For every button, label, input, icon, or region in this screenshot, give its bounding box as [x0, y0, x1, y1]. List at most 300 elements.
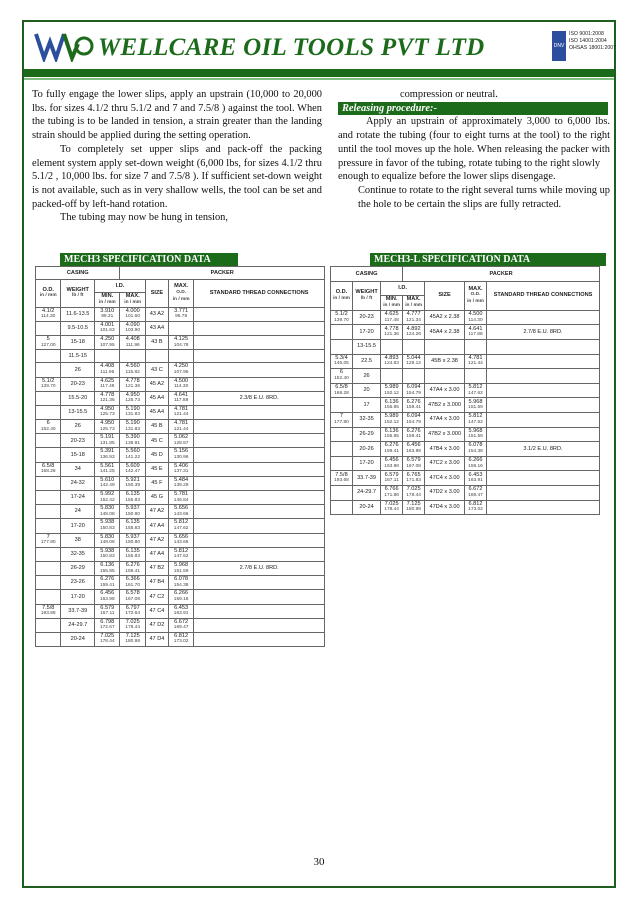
page-number: 30	[313, 856, 325, 868]
max-id-cell: 5.937 150.80	[120, 505, 145, 519]
od-cell: 7.5/8 193.68	[331, 471, 353, 486]
packer-od-cell	[465, 369, 487, 384]
cert-badge: DNV	[552, 31, 566, 61]
packer-od-cell: 5.968 151.59	[168, 561, 193, 575]
table-row	[36, 321, 325, 335]
min-id-cell: 5.938 150.83	[95, 547, 120, 561]
thread-cell	[194, 590, 325, 604]
table-row	[331, 339, 600, 354]
thread-cell	[194, 533, 325, 547]
max-id-cell: 4.560 115.82	[120, 363, 145, 377]
table-row	[331, 500, 600, 515]
weight-header: WEIGHT lb / ft	[61, 280, 95, 307]
max-id-cell	[403, 339, 425, 354]
max-id-cell	[120, 350, 145, 363]
weight-cell: 17-20	[61, 519, 95, 533]
od-cell: 6.5/8 168.28	[36, 462, 61, 476]
size-cell: 47 D4	[145, 632, 168, 646]
max-id-cell: 5.190 131.83	[120, 420, 145, 434]
max-id-cell: 6.276 159.41	[120, 561, 145, 575]
weight-cell: 38	[61, 533, 95, 547]
table-row	[331, 383, 600, 398]
size-cell: 45 A4	[145, 405, 168, 419]
setting-para-3: The tubing may now be hung in tension,	[60, 212, 228, 224]
od-cell	[36, 618, 61, 632]
size-cell: 45 F	[145, 476, 168, 490]
min-id-cell: 6.456 163.98	[381, 456, 403, 471]
od-cell: 4.1/2 114.30	[36, 307, 61, 321]
size-cell: 47D4 x 3.00	[425, 500, 465, 515]
table-row	[331, 427, 600, 442]
od-cell	[36, 491, 61, 505]
table-row	[36, 519, 325, 533]
weight-cell: 20-24	[352, 500, 380, 515]
weight-cell: 26	[352, 369, 380, 384]
company-name: WELLCARE OIL TOOLS PVT LTD	[98, 34, 485, 61]
table-row	[36, 618, 325, 632]
thread-cell	[194, 434, 325, 448]
max-id-cell: 6.135 155.83	[120, 491, 145, 505]
thread-cell	[194, 350, 325, 363]
packer-od-cell: 5.406 137.31	[168, 462, 193, 476]
table-row	[36, 420, 325, 434]
size-cell: 47A4 x 3.00	[425, 412, 465, 427]
weight-header: WEIGHT lb / ft	[352, 281, 380, 310]
max-id-cell: 6.456 163.98	[403, 442, 425, 457]
table-row	[36, 547, 325, 561]
od-cell	[36, 391, 61, 405]
weight-cell: 15.5-20	[61, 391, 95, 405]
min-id-cell: 5.830 148.08	[95, 533, 120, 547]
thread-cell	[486, 456, 599, 471]
min-id-cell: 7.025 178.44	[95, 632, 120, 646]
max-id-cell: 6.094 154.79	[403, 412, 425, 427]
size-cell: 47B2 x 3.000	[425, 398, 465, 413]
min-id-cell: 6.136 155.85	[381, 427, 403, 442]
od-cell	[36, 505, 61, 519]
max-id-cell: 7.025 178.44	[120, 618, 145, 632]
size-cell: 47 A4	[145, 547, 168, 561]
packer-od-cell	[465, 339, 487, 354]
packer-od-cell: 5.656 143.66	[168, 533, 193, 547]
min-id-cell: 5.561 141.25	[95, 462, 120, 476]
packer-od-cell: 6.078 154.38	[168, 576, 193, 590]
min-id-cell: 6.136 155.85	[95, 561, 120, 575]
packer-od-cell: 4.781 121.44	[465, 354, 487, 369]
table-row	[36, 505, 325, 519]
packer-od-cell: 5.968 151.59	[465, 427, 487, 442]
thread-cell: 2.3/8 E.U. 8RD.	[194, 391, 325, 405]
mech3l-spec-table	[330, 266, 600, 515]
packer-od-cell: 5.812 147.62	[168, 519, 193, 533]
min-id-cell: 5.610 142.49	[95, 476, 120, 490]
table-row	[36, 335, 325, 349]
max-id-cell: 4.778 121.36	[120, 377, 145, 391]
packer-od-cell: 5.484 139.29	[168, 476, 193, 490]
weight-cell: 33.7-39	[61, 604, 95, 618]
packer-od-cell: 4.500 114.30	[465, 310, 487, 325]
thread-cell	[486, 471, 599, 486]
weight-cell: 20	[352, 383, 380, 398]
packer-od-cell: 5.781 146.84	[168, 491, 193, 505]
min-id-cell: 4.950 125.73	[95, 405, 120, 419]
weight-cell: 17-24	[61, 491, 95, 505]
packer-od-cell: 6.672 169.47	[168, 618, 193, 632]
table-row	[36, 462, 325, 476]
min-id-cell: 6.766 171.86	[381, 485, 403, 500]
table-row	[36, 576, 325, 590]
min-id-cell	[381, 369, 403, 384]
size-cell: 47A4 x 3.00	[425, 383, 465, 398]
table-row	[331, 398, 600, 413]
od-cell	[331, 427, 353, 442]
size-cell: 45B x 2.38	[425, 354, 465, 369]
packer-od-cell: 6.266 159.16	[168, 590, 193, 604]
packer-od-cell: 4.781 121.44	[168, 405, 193, 419]
od-cell	[331, 485, 353, 500]
weight-cell: 33.7-39	[352, 471, 380, 486]
table-row	[36, 491, 325, 505]
thread-cell	[486, 427, 599, 442]
min-id-cell: 6.276 159.41	[95, 576, 120, 590]
min-id-cell: 4.250 107.95	[95, 335, 120, 349]
od-cell: 7 177.80	[331, 412, 353, 427]
table-row	[331, 325, 600, 340]
header-rule-light	[24, 78, 614, 80]
packer-od-cell	[168, 350, 193, 363]
size-cell: 45 B	[145, 420, 168, 434]
weight-cell: 24	[61, 505, 95, 519]
size-cell: 47B4 x 3.00	[425, 442, 465, 457]
thread-cell	[194, 618, 325, 632]
thread-cell	[194, 307, 325, 321]
max-id-cell: 6.094 154.79	[403, 383, 425, 398]
thread-cell	[194, 476, 325, 490]
releasing-para-1: Apply an upstrain of approximately 3,000 to 6,000 lbs. and rotate the tubing (four to eight turns at the tool) to the right until the tool moves up the hole. When releasing the packer with pressure in favor of the tubing, rotate tubing to the right slowly	[338, 116, 610, 169]
size-cell: 47B2 x 3.000	[425, 427, 465, 442]
table-row	[36, 476, 325, 490]
table-row	[36, 448, 325, 462]
max-id-cell	[403, 369, 425, 384]
min-id-cell: 4.893 124.83	[381, 354, 403, 369]
packer-od-header: MAX. O.D. in / mm	[168, 280, 193, 307]
thread-cell	[486, 339, 599, 354]
table-row	[331, 369, 600, 384]
thread-header: STANDARD THREAD CONNECTIONS	[194, 280, 325, 307]
min-id-cell: 5.989 152.12	[381, 412, 403, 427]
min-id-cell: 3.910 99.31	[95, 307, 120, 321]
od-header: O.D. in / mm	[331, 281, 353, 310]
weight-cell: 23-26	[61, 576, 95, 590]
max-id-cell: 5.044 128.12	[403, 354, 425, 369]
min-id-cell	[381, 339, 403, 354]
od-cell	[331, 442, 353, 457]
table-row	[331, 310, 600, 325]
size-cell: 45 C	[145, 434, 168, 448]
weight-cell: 22.5	[352, 354, 380, 369]
packer-od-cell: 6.812 173.02	[168, 632, 193, 646]
od-cell: 5.3/4 146.05	[331, 354, 353, 369]
thread-cell	[194, 448, 325, 462]
min-id-cell: 5.989 152.12	[381, 383, 403, 398]
size-cell: 47D2 x 3.00	[425, 485, 465, 500]
od-cell	[36, 590, 61, 604]
size-cell: 47 D2	[145, 618, 168, 632]
packer-od-header: MAX. O.D. in / mm	[465, 281, 487, 310]
weight-cell: 11.5-15	[61, 350, 95, 363]
size-cell	[425, 339, 465, 354]
max-id-cell: 4.408 111.96	[120, 335, 145, 349]
od-cell	[36, 632, 61, 646]
size-cell: 47C2 x 3.00	[425, 456, 465, 471]
cert-ohsas: OHSAS 18001:2007	[569, 45, 617, 51]
weight-cell: 24-32	[61, 476, 95, 490]
casing-header: CASING	[36, 267, 120, 280]
min-id-cell: 4.778 121.36	[95, 391, 120, 405]
size-cell: 47 A2	[145, 505, 168, 519]
max-id-cell: 7.125 180.98	[120, 632, 145, 646]
left-text-column	[32, 88, 322, 225]
weight-cell: 24-29.7	[352, 485, 380, 500]
size-cell: 45A2 x 2.38	[425, 310, 465, 325]
packer-od-cell: 4.125 104.78	[168, 335, 193, 349]
thread-cell	[486, 398, 599, 413]
packer-od-cell: 4.500 114.30	[168, 377, 193, 391]
packer-od-cell: 6.078 154.38	[465, 442, 487, 457]
od-cell	[331, 325, 353, 340]
size-cell: 43 A2	[145, 307, 168, 321]
setting-para-1: To fully engage the lower slips, apply an upstrain (10,000 to 20,000 lbs. for sizes 4.1/2 thru 5.1/2 and 7 and 7.5/8 ) against the tool. When the tubing is to be landed in tension, a strain greater than the landing strain should be applied during the setting operation.	[32, 89, 322, 142]
weight-cell: 17	[352, 398, 380, 413]
weight-cell: 26	[61, 420, 95, 434]
table-row	[36, 533, 325, 547]
weight-cell: 13-15.5	[352, 339, 380, 354]
size-cell: 47C4 x 3.00	[425, 471, 465, 486]
od-cell: 5 127.00	[36, 335, 61, 349]
table-row	[36, 405, 325, 419]
table-row	[36, 307, 325, 321]
min-id-cell: 4.408 111.96	[95, 363, 120, 377]
max-id-cell: 5.390 136.91	[120, 434, 145, 448]
od-cell	[36, 576, 61, 590]
max-id-cell: 4.090 103.90	[120, 321, 145, 335]
min-id-cell: 6.579 167.11	[381, 471, 403, 486]
packer-od-cell: 5.968 151.59	[465, 398, 487, 413]
thread-cell	[194, 363, 325, 377]
weight-cell: 26-29	[61, 561, 95, 575]
thread-cell	[486, 354, 599, 369]
table-row	[36, 391, 325, 405]
weight-cell: 32-35	[352, 412, 380, 427]
max-header: MAX. in / mm	[120, 293, 145, 307]
min-id-cell: 6.276 159.41	[381, 442, 403, 457]
min-id-cell: 6.456 163.98	[95, 590, 120, 604]
weight-cell: 20-23	[61, 434, 95, 448]
packer-od-cell: 4.781 121.44	[168, 420, 193, 434]
max-id-cell: 4.777 121.34	[403, 310, 425, 325]
weight-cell: 20-26	[352, 442, 380, 457]
size-cell: 47 A2	[145, 533, 168, 547]
od-cell	[36, 476, 61, 490]
size-cell	[145, 350, 168, 363]
min-id-cell: 4.625 117.48	[95, 377, 120, 391]
table-row	[36, 590, 325, 604]
size-cell: 45A4 x 2.38	[425, 325, 465, 340]
size-header: SIZE	[425, 281, 465, 310]
od-cell	[331, 500, 353, 515]
table-row	[331, 485, 600, 500]
size-cell: 45 A4	[145, 391, 168, 405]
table-row	[331, 412, 600, 427]
casing-header: CASING	[331, 267, 403, 282]
od-cell	[331, 456, 353, 471]
table-row	[36, 434, 325, 448]
weight-cell: 20-23	[61, 377, 95, 391]
thread-cell	[486, 485, 599, 500]
releasing-heading: Releasing procedure:-	[338, 102, 608, 116]
table-row	[331, 354, 600, 369]
size-cell: 43 C	[145, 363, 168, 377]
packer-od-cell: 5.062 128.57	[168, 434, 193, 448]
packer-od-cell: 4.641 117.88	[168, 391, 193, 405]
od-cell	[36, 363, 61, 377]
company-logo-icon	[34, 28, 94, 62]
max-header: MAX. in / mm	[403, 296, 425, 311]
max-id-cell: 5.921 150.39	[120, 476, 145, 490]
thread-cell: 3.1/2 E.U. 8RD.	[486, 442, 599, 457]
packer-header: PACKER	[120, 267, 325, 280]
mech3-spec-table	[35, 266, 325, 647]
weight-cell: 24-29.7	[61, 618, 95, 632]
od-cell: 5.1/2 139.70	[36, 377, 61, 391]
packer-od-cell: 5.812 147.62	[168, 547, 193, 561]
weight-cell: 11.6-13.5	[61, 307, 95, 321]
thread-cell	[194, 377, 325, 391]
thread-cell	[194, 491, 325, 505]
max-id-cell: 4.892 124.26	[403, 325, 425, 340]
od-cell	[36, 434, 61, 448]
mech3l-title: MECH3-L SPECIFICATION DATA	[370, 253, 606, 266]
weight-cell: 15-18	[61, 335, 95, 349]
id-header: I.D.	[95, 280, 146, 293]
size-cell: 45 A2	[145, 377, 168, 391]
weight-cell: 17-20	[61, 590, 95, 604]
weight-cell: 26	[61, 363, 95, 377]
max-id-cell: 7.025 178.44	[403, 485, 425, 500]
od-cell	[331, 339, 353, 354]
mech3-title: MECH3 SPECIFICATION DATA	[60, 253, 238, 266]
weight-cell: 17-20	[352, 325, 380, 340]
od-cell: 7 177.80	[36, 533, 61, 547]
table-row	[36, 604, 325, 618]
table-row	[36, 363, 325, 377]
max-id-cell: 5.560 141.22	[120, 448, 145, 462]
min-id-cell: 5.830 148.08	[95, 505, 120, 519]
min-id-cell: 4.778 121.36	[381, 325, 403, 340]
max-id-cell: 6.765 171.83	[403, 471, 425, 486]
thread-cell	[194, 519, 325, 533]
min-id-cell: 5.191 131.85	[95, 434, 120, 448]
thread-cell	[486, 383, 599, 398]
packer-od-cell: 6.453 163.91	[168, 604, 193, 618]
size-cell: 47 C4	[145, 604, 168, 618]
thread-header: STANDARD THREAD CONNECTIONS	[486, 281, 599, 310]
od-cell: 6 152.40	[331, 369, 353, 384]
max-id-cell: 5.190 131.83	[120, 405, 145, 419]
max-id-cell: 4.950 125.73	[120, 391, 145, 405]
thread-cell: 2.7/8 E.U. 8RD.	[194, 561, 325, 575]
min-header: MIN. in / mm	[381, 296, 403, 311]
size-cell: 43 B	[145, 335, 168, 349]
table-row	[331, 456, 600, 471]
size-cell: 45 G	[145, 491, 168, 505]
setting-para-2: To completely set upper slips and pack-off the packing element system apply set-down weight (6,000 lbs, for sizes 4.1/2 thru 5.1/2 , 10,000 lbs. for size 7 and 7.5/8 ). If sufficient set-down weight is not available, such as in very shallow wells, the tool can be set and packed-off by left-hand rotation.	[32, 143, 322, 210]
od-header: O.D. in / mm	[36, 280, 61, 307]
max-id-cell: 6.366 161.70	[120, 576, 145, 590]
max-id-cell: 6.276 159.41	[403, 427, 425, 442]
weight-cell: 15-18	[61, 448, 95, 462]
min-id-cell	[95, 350, 120, 363]
thread-cell	[194, 462, 325, 476]
od-cell	[36, 321, 61, 335]
page-header	[24, 22, 617, 68]
size-cell: 47 C2	[145, 590, 168, 604]
min-header: MIN. in / mm	[95, 293, 120, 307]
cert-iso14001: ISO 14001:2004	[569, 38, 607, 44]
size-cell: 47 B2	[145, 561, 168, 575]
table-row	[331, 471, 600, 486]
weight-cell: 34	[61, 462, 95, 476]
cert-iso9001: ISO 9001:2008	[569, 31, 604, 37]
table-row	[36, 350, 325, 363]
od-cell	[36, 448, 61, 462]
max-id-cell: 5.937 150.80	[120, 533, 145, 547]
min-id-cell: 7.025 178.44	[381, 500, 403, 515]
thread-cell	[194, 321, 325, 335]
min-id-cell: 4.950 125.73	[95, 420, 120, 434]
packer-od-cell	[168, 321, 193, 335]
thread-cell	[194, 405, 325, 419]
min-id-cell: 4.001 101.63	[95, 321, 120, 335]
size-cell: 47 B4	[145, 576, 168, 590]
max-id-cell: 5.609 142.47	[120, 462, 145, 476]
min-id-cell: 5.391 136.93	[95, 448, 120, 462]
weight-cell: 20-23	[352, 310, 380, 325]
weight-cell: 20-24	[61, 632, 95, 646]
right-text-column	[338, 88, 610, 211]
thread-cell	[194, 547, 325, 561]
thread-cell	[194, 335, 325, 349]
weight-cell: 32-35	[61, 547, 95, 561]
table-row	[36, 561, 325, 575]
thread-cell	[194, 576, 325, 590]
max-id-cell: 6.579 167.08	[403, 456, 425, 471]
size-cell: 47 A4	[145, 519, 168, 533]
thread-cell	[486, 369, 599, 384]
packer-od-cell: 5.812 147.62	[465, 412, 487, 427]
packer-od-cell: 6.266 159.16	[465, 456, 487, 471]
min-id-cell: 6.579 167.11	[95, 604, 120, 618]
od-cell	[36, 519, 61, 533]
thread-cell	[194, 632, 325, 646]
min-id-cell: 5.938 150.83	[95, 519, 120, 533]
max-id-cell: 6.135 155.83	[120, 519, 145, 533]
max-id-cell: 6.276 159.41	[403, 398, 425, 413]
packer-od-cell: 3.771 95.78	[168, 307, 193, 321]
table-row	[36, 632, 325, 646]
packer-header: PACKER	[403, 267, 600, 282]
weight-cell: 26-29	[352, 427, 380, 442]
